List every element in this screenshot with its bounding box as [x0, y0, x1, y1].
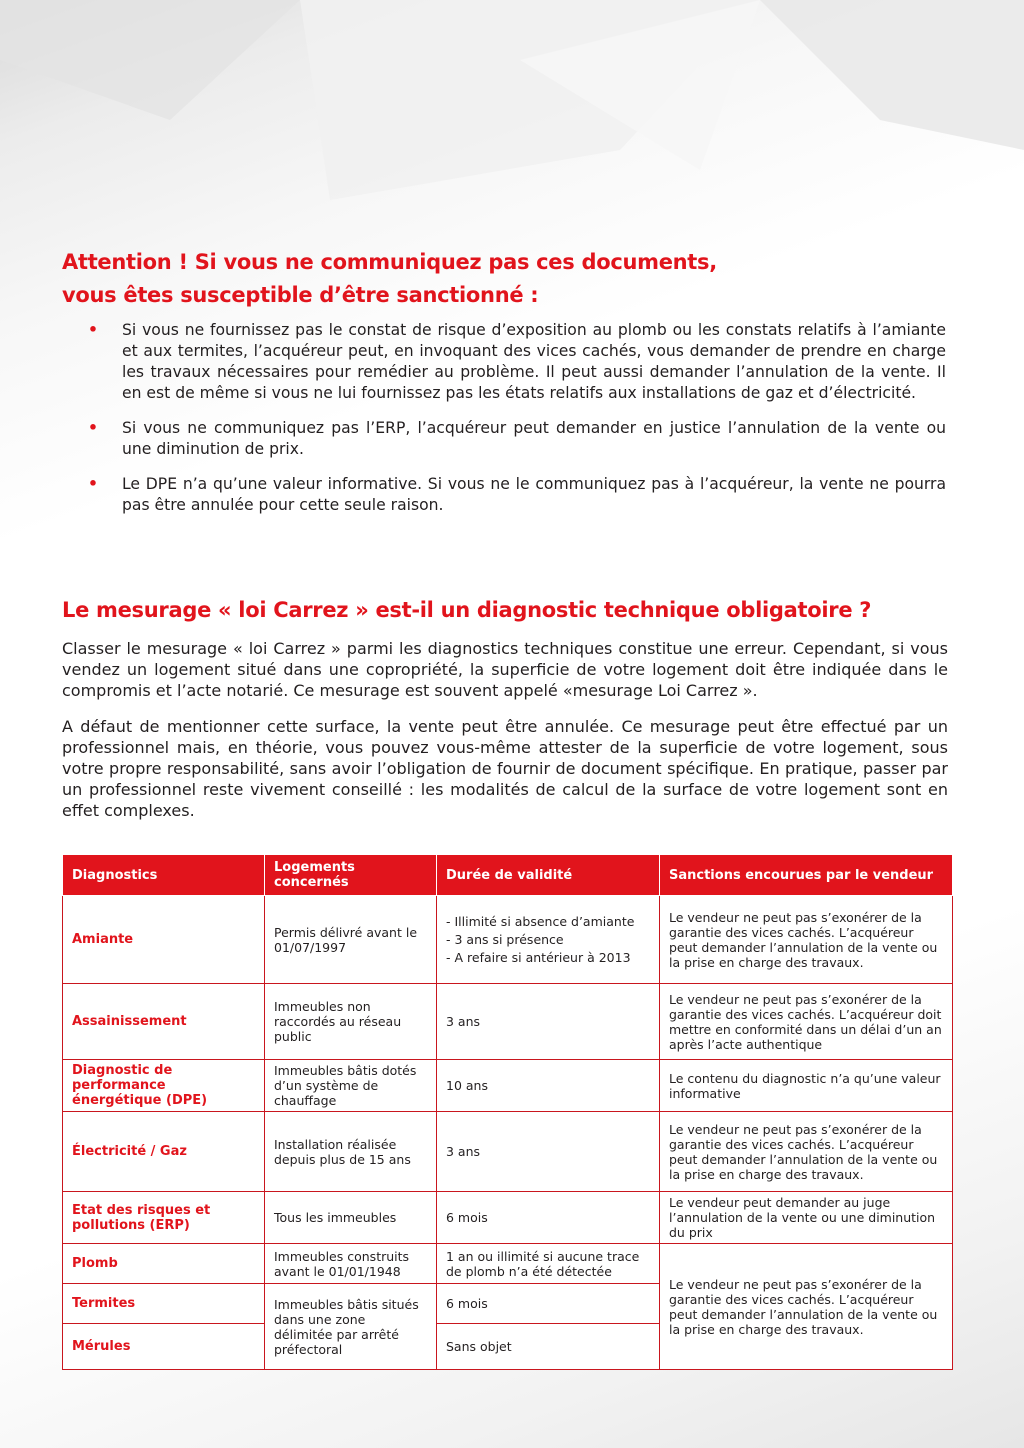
bullet-icon: •: [88, 321, 98, 339]
logements-cell: Immeubles non raccordés au réseau public: [265, 984, 437, 1060]
list-item-text: Le DPE n’a qu’une valeur informative. Si vous ne le communiquez pas à l’acquéreur, la vente ne pourra pas être annulée pour cette seule raison.: [122, 475, 946, 514]
column-header-logements: Logements concernés: [265, 855, 437, 896]
logements-cell: Tous les immeubles: [265, 1192, 437, 1244]
diagnostic-name: Mérules: [63, 1324, 265, 1370]
table-row: [63, 1244, 953, 1284]
table-row: [63, 1192, 953, 1244]
column-header-sanctions: Sanctions encourues par le vendeur: [660, 855, 953, 896]
diagnostic-name: Assainissement: [63, 984, 265, 1060]
list-item: [62, 320, 946, 404]
diagnostic-name: Électricité / Gaz: [63, 1112, 265, 1192]
logements-cell: Immeubles bâtis dotés d’un système de chauffage: [265, 1060, 437, 1112]
bullet-icon: •: [88, 419, 98, 437]
duree-cell: 6 mois: [437, 1192, 660, 1244]
diagnostic-name: Diagnostic de performance énergétique (DPE): [63, 1060, 265, 1112]
duree-cell: 3 ans: [437, 984, 660, 1060]
list-item-text: Si vous ne fournissez pas le constat de risque d’exposition au plomb ou les constats relatifs à l’amiante et aux termites, l’acquéreur peut, en invoquant des vices cachés, vous demander de prendre en charge les travaux nécessaires pour remédier au problème. Il peut aussi demander l’annulation de la vente. Il en est de même si vous ne lui fournissez pas les états relatifs aux installations de gaz et d’électricité.: [122, 321, 946, 402]
carrez-paragraph-2: A défaut de mentionner cette surface, la vente peut être annulée. Ce mesurage peut être effectué par un professionnel mais, en théorie, vous pouvez vous-même attester de la superficie de votre logement, sous votre propre responsabilité, sans avoir l’obligation de fournir de document spécifique. En pratique, passer par un professionnel reste vivement conseillé : les modalités de calcul de la surface de votre logement sont en effet complexes.: [62, 717, 948, 820]
logements-cell: Immeubles bâtis situés dans une zone délimitée par arrêté préfectoral: [265, 1284, 437, 1370]
table-row: [63, 1112, 953, 1192]
attention-heading-line-2: vous êtes susceptible d’être sanctionné :: [62, 283, 539, 307]
table-row: [63, 896, 953, 984]
list-item: [62, 474, 946, 516]
table-header-row: [63, 855, 953, 896]
attention-heading: [62, 246, 962, 312]
diagnostics-table: [62, 854, 953, 1370]
list-item: [62, 418, 946, 460]
duree-cell: [437, 896, 660, 984]
table-row: [63, 984, 953, 1060]
duree-cell: 1 an ou illimité si aucune trace de plomb n’a été détectée: [437, 1244, 660, 1284]
diagnostic-name: Etat des risques et pollutions (ERP): [63, 1192, 265, 1244]
logements-cell: Installation réalisée depuis plus de 15 ans: [265, 1112, 437, 1192]
diagnostic-name: Termites: [63, 1284, 265, 1324]
logements-cell: Permis délivré avant le 01/07/1997: [265, 896, 437, 984]
duree-line: - Illimité si absence d’amiante: [446, 913, 635, 929]
background-geometric-shapes: [0, 0, 1024, 240]
column-header-diagnostics: Diagnostics: [63, 855, 265, 896]
sanction-cell: Le contenu du diagnostic n’a qu’une valeur informative: [660, 1060, 953, 1112]
sanction-cell: Le vendeur ne peut pas s’exonérer de la garantie des vices cachés. L’acquéreur peut demander l’annulation de la vente ou la prise en charge des travaux.: [660, 896, 953, 984]
penalty-list: [62, 320, 946, 530]
duree-cell: 3 ans: [437, 1112, 660, 1192]
sanction-cell: Le vendeur ne peut pas s’exonérer de la garantie des vices cachés. L’acquéreur peut demander l’annulation de la vente ou la prise en charge des travaux.: [660, 1244, 953, 1370]
sanction-cell: Le vendeur peut demander au juge l’annulation de la vente ou une diminution du prix: [660, 1192, 953, 1244]
attention-heading-line-1: Attention ! Si vous ne communiquez pas ces documents,: [62, 250, 717, 274]
carrez-paragraph-1: Classer le mesurage « loi Carrez » parmi les diagnostics techniques constitue une erreur. Cependant, si vous vendez un logement situé dans une copropriété, la superficie de votre logement doit être indiquée dans le compromis et l’acte notarié. Ce mesurage est souvent appelé «mesurage Loi Carrez ».: [62, 639, 948, 700]
sanction-cell: Le vendeur ne peut pas s’exonérer de la garantie des vices cachés. L’acquéreur peut demander l’annulation de la vente ou la prise en charge des travaux.: [660, 1112, 953, 1192]
diagnostic-name: Plomb: [63, 1244, 265, 1284]
duree-cell: 6 mois: [437, 1284, 660, 1324]
list-item-text: Si vous ne communiquez pas l’ERP, l’acquéreur peut demander en justice l’annulation de la vente ou une diminution de prix.: [122, 419, 946, 458]
bullet-icon: •: [88, 475, 98, 493]
diagnostic-name: Amiante: [63, 896, 265, 984]
duree-line: - A refaire si antérieur à 2013: [446, 949, 631, 965]
column-header-duree: Durée de validité: [437, 855, 660, 896]
logements-cell: Immeubles construits avant le 01/01/1948: [265, 1244, 437, 1284]
carrez-heading: Le mesurage « loi Carrez » est-il un diagnostic technique obligatoire ?: [62, 598, 872, 622]
sanction-cell: Le vendeur ne peut pas s’exonérer de la garantie des vices cachés. L’acquéreur doit mettre en conformité dans un délai d’un an après l’acte authentique: [660, 984, 953, 1060]
duree-cell: 10 ans: [437, 1060, 660, 1112]
duree-cell: Sans objet: [437, 1324, 660, 1370]
table-row: [63, 1060, 953, 1112]
duree-line: - 3 ans si présence: [446, 931, 564, 947]
